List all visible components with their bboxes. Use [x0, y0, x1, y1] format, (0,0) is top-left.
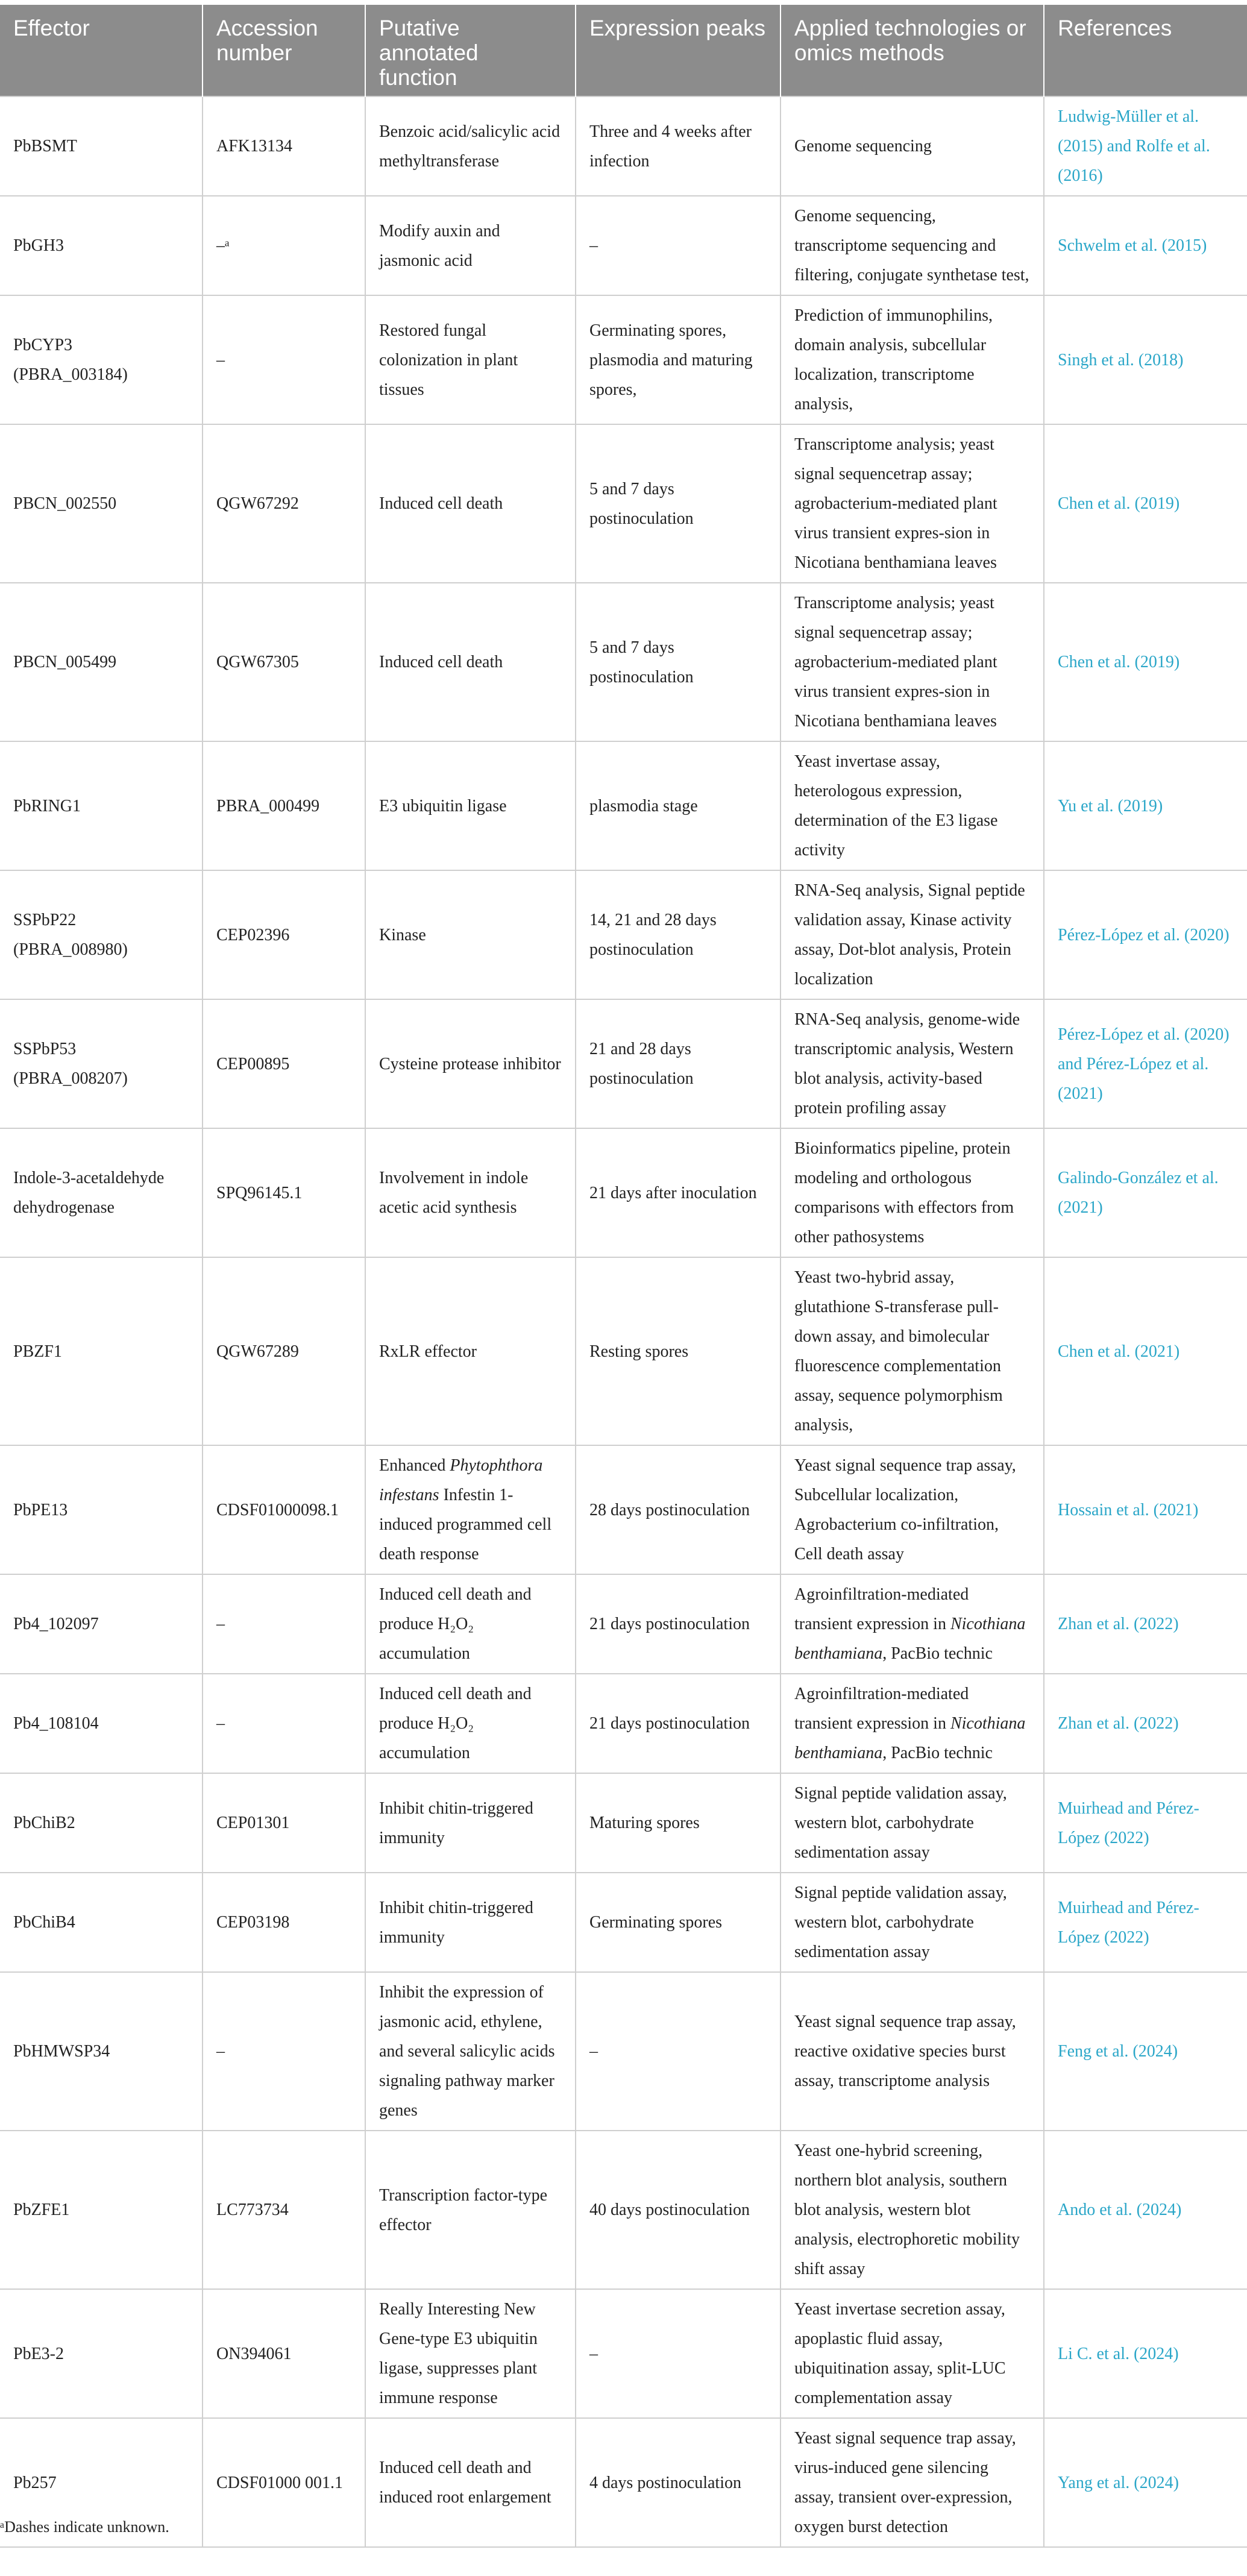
cell-function: Induced cell death and produce H₂O₂ accumulation [365, 1674, 576, 1773]
table-row [0, 999, 1247, 1128]
cell-effector: PbPE13 [0, 1445, 203, 1574]
table-footnote: ᵃDashes indicate unknown. [0, 2518, 169, 2536]
cell-accession: PBRA_000499 [203, 741, 365, 870]
cell-accession: CDSF01000 001.1 [203, 2418, 365, 2547]
cell-methods: Transcriptome analysis; yeast signal sequencetrap assay; agrobacterium-mediated plant virus transient expres-sion in Nicotiana benthamiana leaves [781, 583, 1044, 741]
cell-methods: Signal peptide validation assay, western blot, carbohydrate sedimentation assay [781, 1873, 1044, 1972]
cell-methods: Bioinformatics pipeline, protein modeling and orthologous comparisons with effectors from other pathosystems [781, 1128, 1044, 1257]
cell-function: Kinase [365, 870, 576, 999]
table-row [0, 2131, 1247, 2289]
cell-accession: QGW67305 [203, 583, 365, 741]
cell-accession: CDSF01000098.1 [203, 1445, 365, 1574]
cell-references[interactable]: Ludwig-Müller et al. (2015) and Rolfe et al. (2016) [1044, 96, 1247, 196]
table-row [0, 295, 1247, 424]
header-applied-methods: Applied technologies or omics methods [781, 5, 1044, 96]
cell-function: Inhibit the expression of jasmonic acid, ethylene, and several salicylic acids signaling pathway marker genes [365, 1972, 576, 2131]
cell-methods: Yeast one-hybrid screening, northern blot analysis, southern blot analysis, western blot analysis, electrophoretic mobility shift assay [781, 2131, 1044, 2289]
table-row [0, 196, 1247, 295]
cell-methods: Transcriptome analysis; yeast signal sequencetrap assay; agrobacterium-mediated plant virus transient expres-sion in Nicotiana benthamiana leaves [781, 424, 1044, 583]
cell-accession: CEP00895 [203, 999, 365, 1128]
cell-references[interactable]: Singh et al. (2018) [1044, 295, 1247, 424]
cell-methods: Genome sequencing [781, 96, 1044, 196]
cell-references[interactable]: Muirhead and Pérez-López (2022) [1044, 1773, 1247, 1873]
cell-expression-peaks: 40 days postinoculation [576, 2131, 781, 2289]
cell-expression-peaks: Maturing spores [576, 1773, 781, 1873]
cell-effector: PBZF1 [0, 1257, 203, 1445]
cell-accession: CEP01301 [203, 1773, 365, 1873]
cell-methods: Yeast signal sequence trap assay, Subcellular localization, Agrobacterium co-infiltration, Cell death assay [781, 1445, 1044, 1574]
cell-references[interactable]: Hossain et al. (2021) [1044, 1445, 1247, 1574]
cell-references[interactable]: Pérez-López et al. (2020) [1044, 870, 1247, 999]
cell-accession: SPQ96145.1 [203, 1128, 365, 1257]
cell-expression-peaks: – [576, 1972, 781, 2131]
table-row [0, 96, 1247, 196]
cell-effector: SSPbP53 (PBRA_008207) [0, 999, 203, 1128]
table-row [0, 583, 1247, 741]
cell-effector: PbE3-2 [0, 2289, 203, 2418]
table-row [0, 741, 1247, 870]
header-references: References [1044, 5, 1247, 96]
cell-expression-peaks: 5 and 7 days postinoculation [576, 424, 781, 583]
cell-references[interactable]: Zhan et al. (2022) [1044, 1674, 1247, 1773]
cell-accession: QGW67289 [203, 1257, 365, 1445]
table-row [0, 1574, 1247, 1674]
cell-references[interactable]: Chen et al. (2021) [1044, 1257, 1247, 1445]
cell-function: Restored fungal colonization in plant tissues [365, 295, 576, 424]
cell-effector: SSPbP22 (PBRA_008980) [0, 870, 203, 999]
cell-accession: – [203, 1674, 365, 1773]
table-row [0, 1128, 1247, 1257]
cell-references[interactable]: Feng et al. (2024) [1044, 1972, 1247, 2131]
cell-function: Inhibit chitin-triggered immunity [365, 1773, 576, 1873]
table-row [0, 870, 1247, 999]
cell-expression-peaks: 21 days postinoculation [576, 1674, 781, 1773]
cell-function: Really Interesting New Gene-type E3 ubiquitin ligase, suppresses plant immune response [365, 2289, 576, 2418]
cell-references[interactable]: Pérez-López et al. (2020) and Pérez-López et al. (2021) [1044, 999, 1247, 1128]
cell-methods: Yeast two-hybrid assay, glutathione S-transferase pull-down assay, and bimolecular fluorescence complementation assay, sequence polymorphism analysis, [781, 1257, 1044, 1445]
cell-function: RxLR effector [365, 1257, 576, 1445]
cell-methods: Signal peptide validation assay, western blot, carbohydrate sedimentation assay [781, 1773, 1044, 1873]
cell-references[interactable]: Ando et al. (2024) [1044, 2131, 1247, 2289]
cell-effector: Pb4_102097 [0, 1574, 203, 1674]
header-expression-peaks: Expression peaks [576, 5, 781, 96]
cell-function: E3 ubiquitin ligase [365, 741, 576, 870]
cell-references[interactable]: Li C. et al. (2024) [1044, 2289, 1247, 2418]
cell-effector: PbHMWSP34 [0, 1972, 203, 2131]
cell-expression-peaks: Germinating spores [576, 1873, 781, 1972]
cell-accession: QGW67292 [203, 424, 365, 583]
cell-expression-peaks: – [576, 196, 781, 295]
cell-effector: Pb4_108104 [0, 1674, 203, 1773]
cell-expression-peaks: 21 and 28 days postinoculation [576, 999, 781, 1128]
cell-expression-peaks: Three and 4 weeks after infection [576, 96, 781, 196]
cell-references[interactable]: Zhan et al. (2022) [1044, 1574, 1247, 1674]
header-effector: Effector [0, 5, 203, 96]
header-accession-number: Accession number [203, 5, 365, 96]
cell-function: Induced cell death and produce H₂O₂ accumulation [365, 1574, 576, 1674]
table-row [0, 1257, 1247, 1445]
effector-table [0, 5, 1247, 2548]
cell-effector: Indole-3-acetaldehyde dehydrogenase [0, 1128, 203, 1257]
cell-accession: AFK13134 [203, 96, 365, 196]
cell-expression-peaks: 28 days postinoculation [576, 1445, 781, 1574]
table-row [0, 2289, 1247, 2418]
cell-accession: – [203, 1574, 365, 1674]
cell-effector: PbGH3 [0, 196, 203, 295]
cell-function: Cysteine protease inhibitor [365, 999, 576, 1128]
cell-accession: CEP02396 [203, 870, 365, 999]
cell-methods: RNA-Seq analysis, Signal peptide validation assay, Kinase activity assay, Dot-blot analysis, Protein localization [781, 870, 1044, 999]
cell-effector: PbZFE1 [0, 2131, 203, 2289]
table-row [0, 424, 1247, 583]
cell-methods: Agroinfiltration-mediated transient expression in Nicothiana benthamiana, PacBio technic [781, 1674, 1044, 1773]
cell-expression-peaks: 21 days postinoculation [576, 1574, 781, 1674]
cell-expression-peaks: Germinating spores, plasmodia and maturing spores, [576, 295, 781, 424]
cell-effector: PbChiB2 [0, 1773, 203, 1873]
cell-references[interactable]: Chen et al. (2019) [1044, 424, 1247, 583]
cell-expression-peaks: 21 days after inoculation [576, 1128, 781, 1257]
cell-references[interactable]: Schwelm et al. (2015) [1044, 196, 1247, 295]
cell-function: Induced cell death [365, 583, 576, 741]
cell-accession: LC773734 [203, 2131, 365, 2289]
cell-references[interactable]: Yang et al. (2024) [1044, 2418, 1247, 2547]
table-row [0, 2418, 1247, 2547]
cell-function: Inhibit chitin-triggered immunity [365, 1873, 576, 1972]
cell-accession: –ᵃ [203, 196, 365, 295]
table-body [0, 96, 1247, 2547]
cell-function: Induced cell death and induced root enlargement [365, 2418, 576, 2547]
header-putative-function: Putative annotated function [365, 5, 576, 96]
table-row [0, 1972, 1247, 2131]
cell-accession: CEP03198 [203, 1873, 365, 1972]
cell-references[interactable]: Yu et al. (2019) [1044, 741, 1247, 870]
cell-methods: Prediction of immunophilins, domain analysis, subcellular localization, transcriptome analysis, [781, 295, 1044, 424]
cell-methods: Yeast signal sequence trap assay, virus-induced gene silencing assay, transient over-expression, oxygen burst detection [781, 2418, 1044, 2547]
cell-function: Modify auxin and jasmonic acid [365, 196, 576, 295]
cell-expression-peaks: – [576, 2289, 781, 2418]
cell-methods: Agroinfiltration-mediated transient expression in Nicothiana benthamiana, PacBio technic [781, 1574, 1044, 1674]
cell-effector: PbBSMT [0, 96, 203, 196]
cell-methods: Yeast signal sequence trap assay, reactive oxidative species burst assay, transcriptome analysis [781, 1972, 1044, 2131]
cell-accession: – [203, 295, 365, 424]
cell-effector: Pb257 [0, 2418, 203, 2547]
cell-expression-peaks: Resting spores [576, 1257, 781, 1445]
cell-expression-peaks: plasmodia stage [576, 741, 781, 870]
table-row [0, 1445, 1247, 1574]
cell-function: Enhanced Phytophthora infestans Infestin 1-induced programmed cell death response [365, 1445, 576, 1574]
cell-function: Involvement in indole acetic acid synthesis [365, 1128, 576, 1257]
cell-effector: PbRING1 [0, 741, 203, 870]
table-row [0, 1873, 1247, 1972]
table-row [0, 1773, 1247, 1873]
cell-effector: PBCN_005499 [0, 583, 203, 741]
table-header-row [0, 5, 1247, 96]
cell-effector: PBCN_002550 [0, 424, 203, 583]
table-row [0, 1674, 1247, 1773]
cell-methods: Yeast invertase secretion assay, apoplastic fluid assay, ubiquitination assay, split-LUC complementation assay [781, 2289, 1044, 2418]
cell-function: Induced cell death [365, 424, 576, 583]
cell-expression-peaks: 14, 21 and 28 days postinoculation [576, 870, 781, 999]
cell-function: Benzoic acid/salicylic acid methyltransferase [365, 96, 576, 196]
cell-accession: – [203, 1972, 365, 2131]
cell-expression-peaks: 4 days postinoculation [576, 2418, 781, 2547]
cell-methods: Genome sequencing, transcriptome sequencing and filtering, conjugate synthetase test, [781, 196, 1044, 295]
cell-references[interactable]: Chen et al. (2019) [1044, 583, 1247, 741]
cell-references[interactable]: Galindo-González et al. (2021) [1044, 1128, 1247, 1257]
cell-effector: PbChiB4 [0, 1873, 203, 1972]
cell-references[interactable]: Muirhead and Pérez-López (2022) [1044, 1873, 1247, 1972]
cell-accession: ON394061 [203, 2289, 365, 2418]
cell-function: Transcription factor-type effector [365, 2131, 576, 2289]
cell-methods: Yeast invertase assay, heterologous expression, determination of the E3 ligase activity [781, 741, 1044, 870]
cell-methods: RNA-Seq analysis, genome-wide transcriptomic analysis, Western blot analysis, activity-based protein profiling assay [781, 999, 1044, 1128]
cell-effector: PbCYP3 (PBRA_003184) [0, 295, 203, 424]
cell-expression-peaks: 5 and 7 days postinoculation [576, 583, 781, 741]
